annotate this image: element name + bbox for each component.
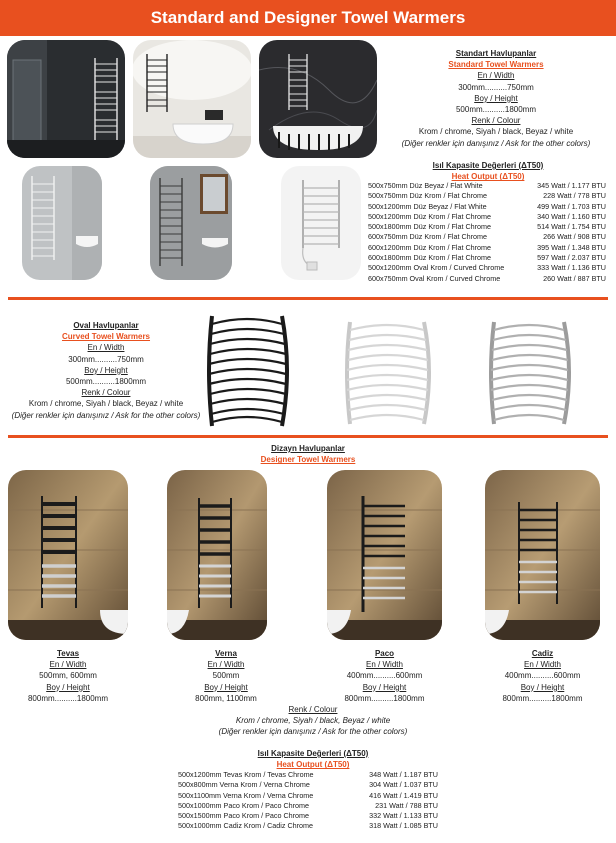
model-height-label: Boy / Height (362, 682, 407, 692)
row-value: 395 Watt / 1.348 BTU (537, 242, 606, 252)
designer-photo-cadiz (485, 470, 600, 640)
row-value: 348 Watt / 1.187 BTU (369, 770, 438, 779)
row-value: 499 Watt / 1.703 BTU (537, 201, 606, 211)
table-row (368, 274, 606, 284)
standard-heat-table (368, 181, 606, 284)
row-value: 416 Watt / 1.419 BTU (369, 790, 438, 800)
row-value: 260 Watt / 887 BTU (543, 273, 606, 283)
row-name: 500x1500mm Paco Krom / Paco Chrome (178, 811, 310, 821)
standard-spec-block (378, 48, 614, 149)
standard-photo-grey-sink (22, 166, 102, 280)
row-value: 231 Watt / 788 BTU (375, 800, 438, 810)
standard-height-value: 500mm..........1800mm (455, 105, 537, 115)
designer-photo-paco (327, 470, 442, 640)
curved-width-label: En / Width (87, 343, 125, 353)
row-name: 500x1000mm Paco Krom / Paco Chrome (178, 800, 310, 810)
model-height-value: 800mm..........1800mm (344, 693, 425, 703)
row-value: 597 Watt / 2.037 BTU (537, 253, 606, 263)
model-name: Cadiz (531, 649, 554, 658)
designer-heat-header (198, 748, 428, 770)
curved-colour-value: Krom / chrome, Siyah / black, Beyaz / white (28, 399, 184, 409)
curved-width-value: 300mm..........750mm (68, 354, 144, 364)
table-row (368, 253, 606, 263)
designer-heat-title-en: Heat Output (ΔT50) (276, 760, 350, 770)
row-name: 500x1000mm Cadiz Krom / Cadiz Chrome (178, 821, 314, 831)
section-divider-2 (8, 435, 608, 438)
row-name: 600x750mm Düz Krom / Flat Chrome (368, 232, 488, 242)
standard-heat-title-en: Heat Output (ΔT50) (451, 172, 525, 182)
row-name: 500x1200mm Düz Beyaz / Flat White (368, 201, 487, 211)
model-name: Verna (215, 649, 237, 658)
model-width-label: En / Width (49, 660, 87, 670)
designer-photo-tevas (8, 470, 128, 640)
table-row (368, 181, 606, 191)
row-name: 500x750mm Düz Beyaz / Flat White (368, 181, 483, 190)
row-value: 345 Watt / 1.177 BTU (537, 181, 606, 190)
model-width-value: 400mm..........600mm (346, 671, 423, 681)
table-row (178, 801, 438, 811)
section-divider-1 (8, 297, 608, 300)
model-height-value: 800mm..........1800mm (27, 693, 109, 703)
designer-photo-verna (167, 470, 267, 640)
table-row (368, 243, 606, 253)
model-width-value: 400mm..........600mm (504, 671, 581, 681)
row-name: 500x800mm Verna Krom / Verna Chrome (178, 780, 310, 790)
curved-colour-label: Renk / Colour (81, 388, 131, 398)
curved-colour-note: (Diğer renkler için danışınız / Ask for the other colors) (11, 410, 201, 420)
model-paco-spec (327, 648, 442, 704)
table-row (368, 212, 606, 222)
standard-colour-note: (Diğer renkler için danışınız / Ask for the other colors) (401, 138, 591, 148)
standard-photo-white-bath (133, 40, 251, 158)
row-name: 500x750mm Düz Krom / Flat Chrome (368, 191, 488, 201)
standard-width-value: 300mm..........750mm (458, 82, 534, 92)
row-value: 266 Watt / 908 BTU (543, 232, 606, 242)
row-name: 500x1200mm Oval Krom / Curved Chrome (368, 263, 505, 273)
designer-heat-table (178, 770, 438, 832)
model-width-label: En / Width (207, 660, 245, 670)
row-name: 600x750mm Oval Krom / Curved Chrome (368, 273, 501, 283)
standard-colour-label: Renk / Colour (471, 116, 521, 126)
row-value: 333 Watt / 1.136 BTU (537, 263, 606, 273)
model-height-label: Boy / Height (46, 682, 90, 692)
row-name: 500x1200mm Tevas Krom / Tevas Chrome (178, 770, 314, 779)
standard-photo-dark-shower (7, 40, 125, 158)
model-width-label: En / Width (524, 660, 561, 670)
model-height-label: Boy / Height (204, 682, 248, 692)
model-verna-spec (167, 648, 285, 704)
designer-title-tr: Dizayn Havlupanlar (271, 444, 345, 453)
table-row (178, 821, 438, 831)
row-value: 514 Watt / 1.754 BTU (537, 222, 606, 232)
designer-colour-note: (Diğer renkler için danışınız / Ask for the other colors) (218, 727, 408, 737)
standard-photo-product (281, 166, 361, 280)
row-name: 500x1800mm Düz Krom / Flat Chrome (368, 222, 492, 232)
standard-colour-value: Krom / chrome, Siyah / black, Beyaz / white (418, 127, 574, 137)
curved-height-label: Boy / Height (84, 365, 128, 375)
standard-photo-marble-bath (259, 40, 377, 158)
model-name: Tevas (56, 649, 80, 658)
row-name: 600x1200mm Düz Krom / Flat Chrome (368, 242, 492, 252)
model-height-value: 800mm..........1800mm (502, 693, 583, 703)
designer-header (208, 443, 408, 465)
model-width-value: 500mm (212, 671, 240, 681)
table-row (368, 263, 606, 273)
table-row (368, 222, 606, 232)
model-width-value: 500mm, 600mm (39, 671, 97, 681)
designer-colour-block (198, 704, 428, 738)
row-value: 228 Watt / 778 BTU (543, 191, 606, 201)
designer-title-en: Designer Towel Warmers (260, 455, 356, 465)
table-row (368, 191, 606, 201)
row-value: 340 Watt / 1.160 BTU (537, 211, 606, 221)
curved-title-en: Curved Towel Warmers (61, 332, 151, 342)
designer-heat-title-tr: Isıl Kapasite Değerleri (ΔT50) (257, 749, 369, 758)
standard-title-tr: Standart Havlupanlar (455, 49, 537, 58)
standard-photo-mirror-sink (150, 166, 232, 280)
curved-title-tr: Oval Havlupanlar (73, 321, 139, 330)
model-tevas-spec (8, 648, 128, 704)
standard-title-en: Standard Towel Warmers (448, 60, 544, 70)
table-row (368, 202, 606, 212)
designer-colour-value: Krom / chrome, Siyah / black, Beyaz / white (235, 716, 391, 726)
model-height-value: 800mm, 1100mm (195, 693, 257, 703)
curved-warmer-white (340, 316, 440, 430)
table-row (178, 791, 438, 801)
row-name: 500x1100mm Verna Krom / Verna Chrome (178, 790, 314, 800)
row-value: 318 Watt / 1.085 BTU (369, 821, 438, 831)
table-row (368, 232, 606, 242)
model-width-label: En / Width (366, 660, 403, 670)
curved-spec-block (8, 320, 204, 421)
table-row (178, 780, 438, 790)
standard-width-label: En / Width (477, 71, 515, 81)
model-name: Paco (374, 649, 395, 658)
model-height-label: Boy / Height (520, 682, 565, 692)
standard-heat-title-tr: Isıl Kapasite Değerleri (ΔT50) (432, 161, 544, 170)
row-value: 304 Watt / 1.037 BTU (369, 780, 438, 790)
page-title: Standard and Designer Towel Warmers (150, 8, 466, 27)
table-row (178, 770, 438, 780)
curved-warmer-black (202, 310, 302, 432)
standard-height-label: Boy / Height (474, 93, 518, 103)
model-cadiz-spec (485, 648, 600, 704)
standard-heat-header (368, 160, 608, 182)
row-value: 332 Watt / 1.133 BTU (369, 811, 438, 821)
table-row (178, 811, 438, 821)
row-name: 600x1800mm Düz Krom / Flat Chrome (368, 253, 492, 263)
row-name: 500x1200mm Düz Krom / Flat Chrome (368, 211, 492, 221)
curved-warmer-chrome (484, 316, 580, 430)
designer-colour-label: Renk / Colour (288, 705, 338, 714)
curved-height-value: 500mm..........1800mm (65, 377, 147, 387)
page-banner (0, 0, 616, 36)
